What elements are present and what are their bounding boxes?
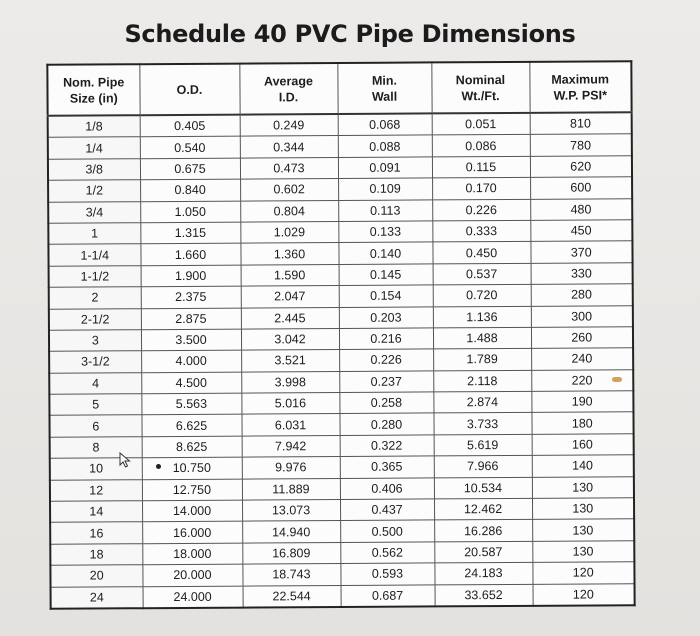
- cell-size: 20: [50, 565, 142, 587]
- cell-nominal-wt: 0.051: [432, 113, 530, 135]
- cell-size: 24: [51, 586, 143, 608]
- cell-size: 14: [50, 501, 142, 523]
- cell-max-psi: 780: [530, 134, 632, 156]
- cell-nominal-wt: 1.136: [433, 306, 531, 328]
- cell-max-psi: 140: [532, 455, 634, 477]
- header-max-wp-psi: Maximum W.P. PSI*: [529, 61, 631, 113]
- cell-min-wall: 0.216: [339, 328, 433, 350]
- cell-min-wall: 0.140: [338, 242, 432, 264]
- cell-max-psi: 130: [532, 476, 634, 498]
- cell-nominal-wt: 0.115: [432, 156, 530, 178]
- cell-max-psi: 370: [530, 241, 632, 263]
- cell-nominal-wt: 24.183: [434, 563, 532, 585]
- header-min-wall: Min. Wall: [337, 62, 431, 114]
- cell-od: 1.315: [140, 222, 240, 244]
- cell-od: 8.625: [142, 436, 242, 458]
- cell-min-wall: 0.593: [340, 563, 434, 585]
- cell-od: 10.750: [142, 457, 242, 479]
- cell-size: 16: [50, 522, 142, 544]
- cell-min-wall: 0.562: [340, 542, 434, 564]
- cell-od: 20.000: [142, 564, 242, 586]
- cell-avg-id: 0.804: [240, 200, 338, 222]
- cell-avg-id: 1.029: [240, 221, 338, 243]
- cell-avg-id: 14.940: [242, 521, 340, 543]
- cell-size: 3/4: [48, 201, 140, 223]
- cell-size: 18: [50, 544, 142, 566]
- cell-min-wall: 0.365: [340, 456, 434, 478]
- cell-size: 6: [49, 415, 141, 437]
- cell-nominal-wt: 1.789: [433, 349, 531, 371]
- cell-od: 6.625: [141, 415, 241, 437]
- cell-size: 1/8: [48, 115, 140, 137]
- cell-max-psi: 160: [532, 434, 634, 456]
- cell-max-psi: 190: [531, 391, 633, 413]
- bullet-mark: [156, 464, 161, 469]
- cell-max-psi: 180: [531, 412, 633, 434]
- cell-avg-id: 7.942: [242, 435, 340, 457]
- cell-avg-id: 0.602: [240, 179, 338, 201]
- cell-avg-id: 16.809: [242, 542, 340, 564]
- cell-avg-id: 1.590: [241, 264, 339, 286]
- cell-size: 12: [50, 479, 142, 501]
- cell-size: 1-1/4: [48, 244, 140, 266]
- cell-min-wall: 0.133: [338, 221, 432, 243]
- cell-avg-id: 3.521: [241, 350, 339, 372]
- cell-max-psi: 810: [530, 112, 632, 135]
- cell-nominal-wt: 3.733: [433, 413, 531, 435]
- cell-nominal-wt: 0.170: [432, 178, 530, 200]
- cell-avg-id: 1.360: [240, 243, 338, 265]
- cell-max-psi: 620: [530, 155, 632, 177]
- cell-nominal-wt: 0.226: [432, 199, 530, 221]
- cell-avg-id: 18.743: [242, 564, 340, 586]
- table-header-row: [47, 61, 631, 116]
- cell-od: 2.875: [141, 308, 241, 330]
- cell-size: 1/4: [48, 137, 140, 159]
- cell-min-wall: 0.068: [338, 113, 432, 135]
- cell-max-psi: 280: [531, 284, 633, 306]
- cell-size: 8: [50, 437, 142, 459]
- cell-od: 2.375: [141, 286, 241, 308]
- cell-size: 5: [49, 394, 141, 416]
- cell-min-wall: 0.109: [338, 178, 432, 200]
- cell-avg-id: 0.473: [240, 157, 338, 179]
- cell-size: 3: [49, 330, 141, 352]
- cell-avg-id: 3.998: [241, 371, 339, 393]
- cell-max-psi: 120: [533, 583, 635, 606]
- header-average-id: Average I.D.: [239, 63, 337, 115]
- cell-avg-id: 0.344: [240, 136, 338, 158]
- header-nominal-wt-ft: Nominal Wt./Ft.: [431, 62, 529, 114]
- cell-avg-id: 3.042: [241, 328, 339, 350]
- page-title: Schedule 40 PVC Pipe Dimensions: [124, 20, 576, 48]
- cell-min-wall: 0.145: [339, 264, 433, 286]
- cell-avg-id: 13.073: [242, 500, 340, 522]
- cell-avg-id: 11.889: [242, 478, 340, 500]
- cell-nominal-wt: 33.652: [435, 584, 533, 606]
- cell-od: 0.540: [140, 136, 240, 158]
- cell-avg-id: 9.976: [242, 457, 340, 479]
- cell-od: 0.675: [140, 158, 240, 180]
- cell-avg-id: 2.047: [241, 286, 339, 308]
- cell-size: 1: [48, 223, 140, 245]
- cell-od: 1.660: [140, 243, 240, 265]
- cell-nominal-wt: 5.619: [434, 434, 532, 456]
- cell-min-wall: 0.113: [338, 199, 432, 221]
- cell-nominal-wt: 0.333: [432, 220, 530, 242]
- cell-size: 3/8: [48, 159, 140, 181]
- cell-nominal-wt: 16.286: [434, 520, 532, 542]
- cell-min-wall: 0.088: [338, 135, 432, 157]
- cell-nominal-wt: 10.534: [434, 477, 532, 499]
- header-od: O.D.: [139, 64, 239, 116]
- cell-min-wall: 0.687: [341, 585, 435, 607]
- cell-max-psi: 130: [532, 541, 634, 563]
- cell-max-psi: 130: [532, 519, 634, 541]
- cell-od: 0.840: [140, 179, 240, 201]
- header-nom-pipe-size: Nom. Pipe Size (in): [47, 64, 139, 116]
- cell-min-wall: 0.203: [339, 306, 433, 328]
- cell-od: 16.000: [142, 522, 242, 544]
- table-row: [51, 583, 635, 608]
- cell-max-psi: 300: [531, 305, 633, 327]
- cell-max-psi: 330: [531, 262, 633, 284]
- cell-avg-id: 0.249: [240, 114, 338, 136]
- cell-min-wall: 0.406: [340, 478, 434, 500]
- cell-nominal-wt: 20.587: [434, 541, 532, 563]
- cell-min-wall: 0.258: [339, 392, 433, 414]
- cell-size: 1-1/2: [49, 265, 141, 287]
- cell-od: 18.000: [142, 543, 242, 565]
- cell-od: 1.050: [140, 201, 240, 223]
- cell-min-wall: 0.091: [338, 157, 432, 179]
- cell-avg-id: 6.031: [241, 414, 339, 436]
- cell-size: 2-1/2: [49, 308, 141, 330]
- cell-size: 2: [49, 287, 141, 309]
- cell-max-psi: 480: [530, 198, 632, 220]
- cell-nominal-wt: 12.462: [434, 498, 532, 520]
- cell-od: 3.500: [141, 329, 241, 351]
- cell-od: 4.500: [141, 372, 241, 394]
- cell-min-wall: 0.280: [339, 413, 433, 435]
- cell-max-psi: 220: [531, 369, 633, 391]
- pipe-dimensions-table-container: [46, 60, 633, 612]
- cell-avg-id: 2.445: [241, 307, 339, 329]
- cell-max-psi: 450: [530, 220, 632, 242]
- cell-min-wall: 0.237: [339, 371, 433, 393]
- cell-size: 1/2: [48, 180, 140, 202]
- cell-size: 10: [50, 458, 142, 480]
- stain-mark: [612, 377, 622, 382]
- cell-nominal-wt: 2.874: [433, 391, 531, 413]
- table-body: [48, 112, 635, 609]
- cell-max-psi: 240: [531, 348, 633, 370]
- cell-od: 0.405: [140, 115, 240, 138]
- cell-min-wall: 0.322: [340, 435, 434, 457]
- cell-min-wall: 0.226: [339, 349, 433, 371]
- cell-nominal-wt: 0.537: [433, 263, 531, 285]
- cell-min-wall: 0.437: [340, 499, 434, 521]
- cell-od: 14.000: [142, 500, 242, 522]
- cell-max-psi: 120: [532, 562, 634, 584]
- cell-min-wall: 0.500: [340, 520, 434, 542]
- cell-nominal-wt: 7.966: [434, 456, 532, 478]
- cell-size: 4: [49, 372, 141, 394]
- cell-od: 12.750: [142, 479, 242, 501]
- cell-nominal-wt: 0.720: [433, 284, 531, 306]
- cell-nominal-wt: 1.488: [433, 327, 531, 349]
- cell-nominal-wt: 0.086: [432, 135, 530, 157]
- cell-nominal-wt: 2.118: [433, 370, 531, 392]
- cell-od: 4.000: [141, 350, 241, 372]
- cell-size: 3-1/2: [49, 351, 141, 373]
- cell-od: 24.000: [143, 586, 243, 609]
- cell-min-wall: 0.154: [339, 285, 433, 307]
- pipe-dimensions-table: [46, 60, 635, 610]
- cell-avg-id: 22.544: [243, 585, 341, 607]
- cell-max-psi: 260: [531, 327, 633, 349]
- cell-od: 5.563: [141, 393, 241, 415]
- cell-max-psi: 130: [532, 498, 634, 520]
- cell-avg-id: 5.016: [241, 393, 339, 415]
- cell-nominal-wt: 0.450: [432, 242, 530, 264]
- cell-od: 1.900: [141, 265, 241, 287]
- cell-max-psi: 600: [530, 177, 632, 199]
